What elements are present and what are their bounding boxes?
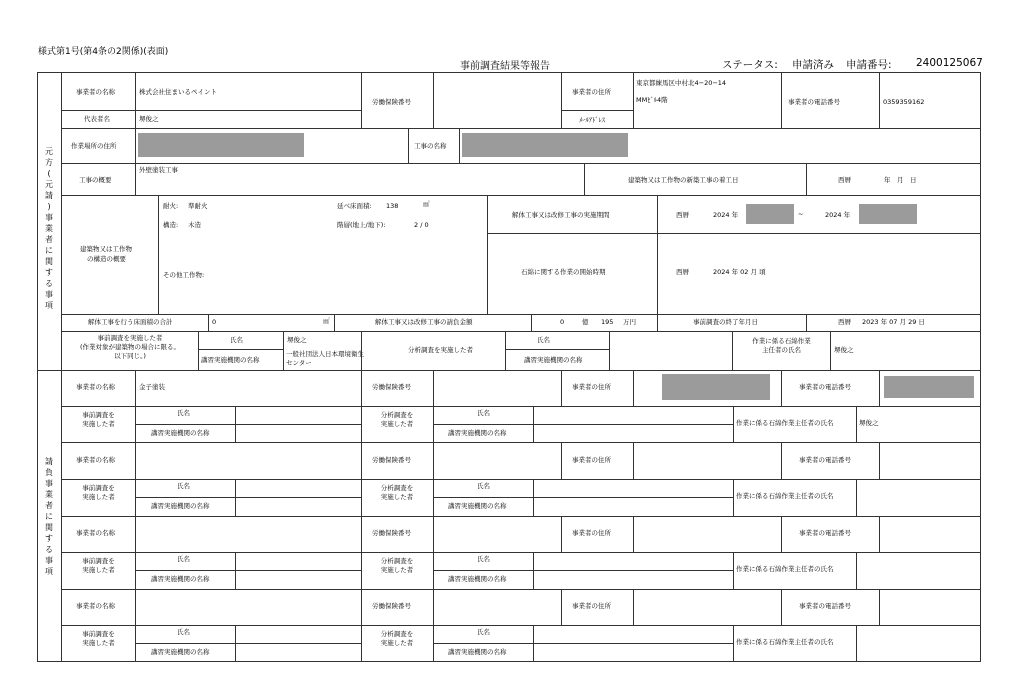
structure-label-2: の構造の概要 bbox=[87, 255, 126, 263]
new-start-seireki: 西暦 bbox=[838, 176, 851, 184]
sub2-addr-label: 事業者の住所 bbox=[572, 456, 611, 464]
sub3-ana-name-label: 氏名 bbox=[477, 555, 490, 563]
pre-survey-name-value: 堺俊之 bbox=[287, 336, 307, 344]
asbestos-start-label: 石綿に関する作業の開始時期 bbox=[521, 268, 606, 276]
prime-rep-value: 堺俊之 bbox=[139, 115, 159, 123]
sub2-pre-survey-label: 事前調査を 実施した者 bbox=[82, 484, 115, 501]
floor-area-value: 138 bbox=[386, 202, 399, 210]
sub1-rosai-label: 労働保険番号 bbox=[372, 383, 411, 391]
floors-value: 2 / 0 bbox=[414, 221, 429, 229]
sub1-pre-name-label: 氏名 bbox=[177, 409, 190, 417]
work-overview-label: 工事の概要 bbox=[79, 176, 112, 184]
sub1-pre-kikan-label: 講習実施機関の名称 bbox=[151, 429, 210, 437]
pre-survey-label: 事前調査を実施した者 (作業対象が建築物の場合に限る。 以下同じ。) bbox=[79, 334, 181, 360]
sub1-pre-survey-label: 事前調査を 実施した者 bbox=[82, 411, 115, 428]
sub3-tel-label: 事業者の電話番号 bbox=[799, 529, 851, 537]
contract-oku-unit: 億 bbox=[582, 318, 589, 326]
sub4-pre-survey-label: 事前調査を 実施した者 bbox=[82, 630, 115, 647]
sub2-chief-label: 作業に係る石綿作業主任者の氏名 bbox=[736, 492, 834, 500]
sub1-name-value: 金子塗装 bbox=[139, 383, 165, 391]
sub4-tel-label: 事業者の電話番号 bbox=[799, 602, 851, 610]
status-label: ステータス: bbox=[722, 59, 778, 71]
sub3-chief-label: 作業に係る石綿作業主任者の氏名 bbox=[736, 565, 834, 573]
sub3-analysis-label: 分析調査を 実施した者 bbox=[380, 557, 414, 574]
sub1-chief-value: 堺俊之 bbox=[859, 419, 879, 427]
document-title: 事前調査結果等報告 bbox=[460, 61, 550, 72]
prime-addr-label: 事業者の住所 bbox=[572, 88, 611, 96]
sub3-pre-kikan-label: 講習実施機関の名称 bbox=[151, 575, 210, 583]
sub3-pre-survey-label: 事前調査を 実施した者 bbox=[82, 557, 115, 574]
sub1-tel-label: 事業者の電話番号 bbox=[799, 383, 851, 391]
new-start-value: 年 月 日 bbox=[884, 176, 917, 184]
prime-rosai-label: 労働保険番号 bbox=[372, 98, 411, 106]
fire-label: 耐火: bbox=[163, 202, 179, 210]
application-number-value: 2400125067 bbox=[916, 57, 983, 69]
sub4-name-label: 事業者の名称 bbox=[76, 602, 115, 610]
survey-end-label: 事前調査の終了年月日 bbox=[693, 318, 758, 326]
contract-amount-label: 解体工事又は改修工事の請負金額 bbox=[375, 318, 473, 326]
prime-tel-label: 事業者の電話番号 bbox=[788, 98, 840, 106]
contract-oku-value: 0 bbox=[560, 318, 565, 326]
sub4-chief-label: 作業に係る石綿作業主任者の氏名 bbox=[736, 638, 834, 646]
sub1-ana-name-label: 氏名 bbox=[477, 409, 490, 417]
sub3-addr-label: 事業者の住所 bbox=[572, 529, 611, 537]
sub1-ana-kikan-label: 講習実施機関の名称 bbox=[448, 429, 507, 437]
asbestos-start-value: 2024 年 02 月 頃 bbox=[713, 268, 766, 276]
prime-rep-label: 代表者名 bbox=[84, 115, 110, 123]
form-number-label: 様式第1号(第4条の2関係)(表面) bbox=[38, 47, 169, 57]
pre-survey-name-label: 氏名 bbox=[230, 336, 243, 344]
structure-label-1: 建築物又は工作物 bbox=[80, 245, 132, 253]
survey-end-value: 2023 年 07 月 29 日 bbox=[862, 318, 925, 326]
fire-value: 準耐火 bbox=[188, 202, 208, 210]
redacted-work-name bbox=[462, 133, 628, 157]
sub2-tel-label: 事業者の電話番号 bbox=[799, 456, 851, 464]
sub3-name-label: 事業者の名称 bbox=[76, 529, 115, 537]
side-label-prime: 元 方 ( 元 請 ) 事 業 者 に 関 す る 事 項 bbox=[45, 147, 53, 310]
demo-area-label: 解体工事を行う床面積の合計 bbox=[88, 318, 173, 326]
analysis-label: 分析調査を実施した者 bbox=[408, 346, 473, 354]
asbestos-seireki: 西暦 bbox=[676, 268, 689, 276]
period-seireki: 西暦 bbox=[676, 211, 689, 219]
sub4-pre-name-label: 氏名 bbox=[177, 628, 190, 636]
other-structure-label: その他工作物: bbox=[163, 271, 205, 279]
sub4-ana-kikan-label: 講習実施機関の名称 bbox=[448, 648, 507, 656]
sub2-pre-name-label: 氏名 bbox=[177, 482, 190, 490]
demo-area-value: 0 bbox=[212, 318, 217, 326]
sub2-rosai-label: 労働保険番号 bbox=[372, 456, 411, 464]
site-address-label: 作業場所の住所 bbox=[71, 142, 117, 150]
prime-name-label: 事業者の名称 bbox=[76, 88, 115, 96]
prime-addr-line2: MMﾋﾞﾙ4階 bbox=[636, 96, 668, 104]
sub3-pre-name-label: 氏名 bbox=[177, 555, 190, 563]
contract-man-unit: 万円 bbox=[623, 318, 636, 326]
period-tilde: ~ bbox=[798, 210, 804, 218]
sub1-name-label: 事業者の名称 bbox=[76, 383, 115, 391]
sub2-analysis-label: 分析調査を 実施した者 bbox=[380, 484, 414, 501]
sub1-analysis-label: 分析調査を 実施した者 bbox=[380, 411, 414, 428]
sub4-pre-kikan-label: 講習実施機関の名称 bbox=[151, 648, 210, 656]
sub4-ana-name-label: 氏名 bbox=[477, 628, 490, 636]
survey-end-seireki: 西暦 bbox=[838, 318, 851, 326]
redacted-sub1-address bbox=[662, 374, 770, 400]
demo-area-unit: ㎡ bbox=[323, 317, 330, 325]
work-name-label: 工事の名称 bbox=[414, 142, 447, 150]
pre-survey-kikan-value-2: センター bbox=[286, 359, 312, 367]
sub4-rosai-label: 労働保険番号 bbox=[372, 602, 411, 610]
analysis-name-label: 氏名 bbox=[537, 336, 550, 344]
floor-area-label: 延べ床面積: bbox=[337, 202, 372, 210]
contract-man-value: 195 bbox=[601, 318, 614, 326]
prime-mail-label: ﾒｰﾙｱﾄﾞﾚｽ bbox=[579, 116, 605, 124]
work-overview-value: 外壁塗装工事 bbox=[139, 166, 178, 174]
new-start-label: 建築物又は工作物の新築工事の着工日 bbox=[628, 176, 739, 184]
sub2-ana-kikan-label: 講習実施機関の名称 bbox=[448, 502, 507, 510]
structure-type-value: 木造 bbox=[188, 221, 201, 229]
prime-chief-value: 堺俊之 bbox=[834, 346, 854, 354]
pre-survey-kikan-value-1: 一般社団法人日本環境衛生 bbox=[286, 350, 364, 358]
application-number-label: 申請番号: bbox=[846, 59, 892, 71]
demo-period-label: 解体工事又は改修工事の実施期間 bbox=[512, 211, 610, 219]
pre-survey-kikan-label: 講習実施機関の名称 bbox=[201, 356, 260, 364]
redacted-period-start bbox=[746, 204, 794, 224]
period-start-year: 2024 年 bbox=[713, 211, 739, 219]
analysis-kikan-label: 講習実施機関の名称 bbox=[524, 356, 583, 364]
sub3-ana-kikan-label: 講習実施機関の名称 bbox=[448, 575, 507, 583]
floors-label: 階層(地上/地下): bbox=[337, 221, 386, 229]
redacted-sub1-tel bbox=[884, 376, 974, 398]
sub2-pre-kikan-label: 講習実施機関の名称 bbox=[151, 502, 210, 510]
prime-tel-value: 0359359162 bbox=[883, 98, 925, 106]
redacted-period-end bbox=[859, 204, 917, 224]
prime-name-value: 株式会社住まいるペイント bbox=[139, 88, 217, 96]
sub4-addr-label: 事業者の住所 bbox=[572, 602, 611, 610]
sub2-ana-name-label: 氏名 bbox=[477, 482, 490, 490]
prime-chief-label: 作業に係る石綿作業 主任者の氏名 bbox=[752, 337, 811, 354]
floor-area-unit: ㎡ bbox=[423, 200, 430, 208]
structure-type-label: 構造: bbox=[163, 221, 179, 229]
sub1-chief-label: 作業に係る石綿作業主任者の氏名 bbox=[736, 419, 834, 427]
sub3-rosai-label: 労働保険番号 bbox=[372, 529, 411, 537]
period-end-year: 2024 年 bbox=[825, 211, 851, 219]
side-label-sub: 請 負 事 業 者 に 関 す る 事 項 bbox=[45, 457, 53, 576]
redacted-site-address bbox=[138, 133, 304, 157]
status-value: 申請済み bbox=[792, 59, 834, 71]
sub4-analysis-label: 分析調査を 実施した者 bbox=[380, 630, 414, 647]
sub2-name-label: 事業者の名称 bbox=[76, 456, 115, 464]
prime-addr-line1: 東京都練馬区中村北4−20−14 bbox=[636, 79, 727, 87]
sub1-addr-label: 事業者の住所 bbox=[572, 383, 611, 391]
